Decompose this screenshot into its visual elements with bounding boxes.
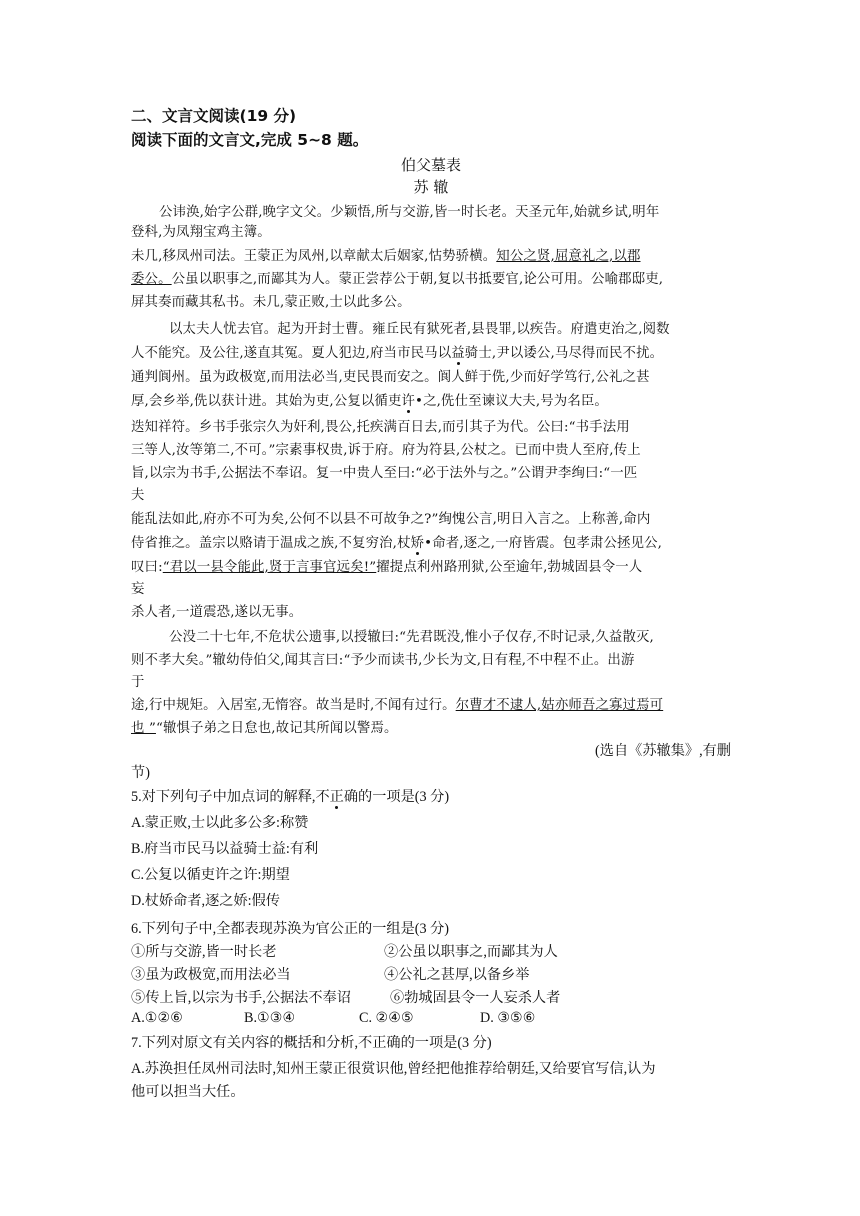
passage-line: 公没二十七年,不危状公遗事,以授辙曰:“先君既没,惟小子仅存,不时记录,久益散灭, [169,630,654,645]
passage-text: •命者,逐之,一府皆震。包孝肃公拯见公, [424,536,663,551]
passage-line [131,245,731,264]
question-6-item: ③虽为政极宽,而用法必当 [131,967,291,983]
question-5-option-d: D.杖娇命者,逐之娇:假传 [131,893,280,909]
passage-text: 侍省推之。盖宗以赂请于温成之族,不复穷治,杖 [131,536,411,551]
passage-line: 公讳涣,始字公群,晚字文父。少颖悟,所与交游,皆一时长老。天圣元年,始就乡试,明年 [159,205,660,220]
question-6-item: ④公礼之甚厚,以备乡举 [384,967,530,983]
question-5-option-c: C.公复以循吏许之许:期望 [131,867,290,883]
underlined-sentence: 知公之贤,屈意礼之,以郡 [496,249,641,264]
passage-text: 擢提点利州路刑狱,公至逾年,勃城固县令一人 [376,560,643,575]
passage-line: 登科,为凤翔宝鸡主簿。 [131,225,271,240]
passage-line: 迭知祥符。乡书手张宗久为奸利,畏公,托疾满百日去,而引其子为代。公曰:“书手法用 [131,420,630,435]
question-7-stem: 7.下列对原文有关内容的概括和分析,不正确的一项是(3 分) [131,1035,492,1051]
question-6-choice-d: D. ③⑤⑥ [480,1010,536,1026]
passage-line [131,717,731,736]
passage-line: 则不孝大矣。”辙幼侍伯父,闻其言曰:“予少而读书,少长为文,日有程,不中程不止。出游 [131,653,635,668]
question-6-item: ②公虽以职事之,而鄙其为人 [384,944,558,960]
passage-text: 公虽以职事之,而鄙其为人。蒙正尝荐公于朝,复以书抵要官,论公可用。公喻郡邸吏, [171,272,664,287]
dotted-word: 益 [451,346,465,361]
passage-line [131,694,731,713]
passage-line: 以太夫人忧去官。起为开封士曹。雍丘民有狱死者,县畏罪,以疾告。府遣吏治之,阅数 [169,322,670,337]
question-6-item: ⑥勃城固县令一人妄杀人者 [390,990,561,1006]
instruction: 阅读下面的文言文,完成 5~8 题。 [131,131,369,149]
passage-text: 叹曰: [131,560,163,575]
question-5-stem [131,786,731,806]
passage-text: 人不能究。及公往,遂直其冤。夏人犯边,府当市民马以 [131,346,452,361]
question-5-option-b: B.府当市民马以益骑士益:有利 [131,841,319,857]
question-6-item: ①所与交游,皆一时长老 [131,944,277,960]
passage-text: 骑士,尹以诿公,马尽得而民不扰。 [464,346,664,361]
emphasized-text: 不正确 [315,789,359,805]
question-5-option-a: A.蒙正败,士以此多公多:称赞 [131,815,309,831]
passage-line: 于 [131,675,145,690]
question-6-choice-a: A.①②⑥ [131,1010,183,1026]
passage-line [131,556,731,575]
dotted-word: 矫 [410,536,425,551]
question-text: 5.对下列句子中加点词的解释, [131,789,316,805]
passage-line: 夫 [131,488,145,503]
question-6-choice-b: B.①③④ [244,1010,296,1026]
passage-line: 屏其奏而藏其私书。未几,蒙正败,士以此多公。 [131,295,411,310]
question-6-stem: 6.下列句子中,全都表现苏涣为官公正的一组是(3 分) [131,921,450,937]
passage-line: 能乱法如此,府亦不可为矣,公何不以县不可故争之?”绚愧公言,明日入言之。上称善,命内 [131,512,651,527]
section-heading: 二、文言文阅读(19 分) [131,107,297,125]
underlined-sentence: 也 ” [131,721,156,736]
passage-line [131,390,731,409]
question-7-option-a-cont: 他可以担当大任。 [131,1084,245,1100]
dotted-word: 许 [401,394,416,409]
passage-line: 通判阆州。虽为政极宽,而用法必当,吏民畏而安之。阆人鲜于侁,少而好学笃行,公礼之甚 [131,370,650,385]
passage-line: 妄 [131,582,145,597]
underlined-sentence: “君以一县令能此,贤于言事官远矣!” [162,560,377,575]
question-7-option-a: A.苏涣担任凤州司法时,知州王蒙正很赏识他,曾经把他推荐给朝廷,又给要官写信,认为 [131,1061,656,1077]
passage-line [131,268,731,287]
passage-line [131,532,731,551]
passage-author: 苏 辙 [413,178,449,196]
passage-title: 伯父墓表 [400,156,461,174]
source-citation-end: 节) [131,765,150,781]
passage-text: 未几,移凤州司法。王蒙正为凤州,以章献太后姻家,怙势骄横。 [131,249,497,264]
passage-line: 旨,以宗为书手,公据法不奉诏。复一中贵人至曰:“必于法外与之。”公谓尹李绚曰:“一匹 [131,466,638,481]
passage-text: 途,行中规矩。入居室,无惰容。故当是时,不闻有过行。 [131,698,456,713]
underlined-sentence: 委公。 [131,272,172,287]
question-text: 的一项是(3 分) [358,789,450,805]
passage-line: 杀人者,一道震恐,遂以无事。 [131,605,303,620]
passage-line [131,342,731,361]
question-6-item: ⑤传上旨,以宗为书手,公据法不奉诏 [131,990,351,1006]
underlined-sentence: 尔曹才不逮人,姑亦师吾之寡过焉可 [455,698,664,713]
passage-text: 厚,会乡举,侁以获计进。其始为吏,公复以循吏 [131,394,402,409]
source-citation: (选自《苏辙集》,有删 [595,743,731,759]
passage-line: 三等人,汝等第二,不可。”宗素事权贵,诉于府。府为符县,公杖之。已而中贵人至府,传上 [131,443,641,458]
passage-text: •之,侁仕至谏议大夫,号为名臣。 [415,394,608,409]
question-6-choice-c: C. ②④⑤ [359,1010,414,1026]
passage-text: “辙惧子弟之日怠也,故记其所闻以警焉。 [155,721,398,736]
